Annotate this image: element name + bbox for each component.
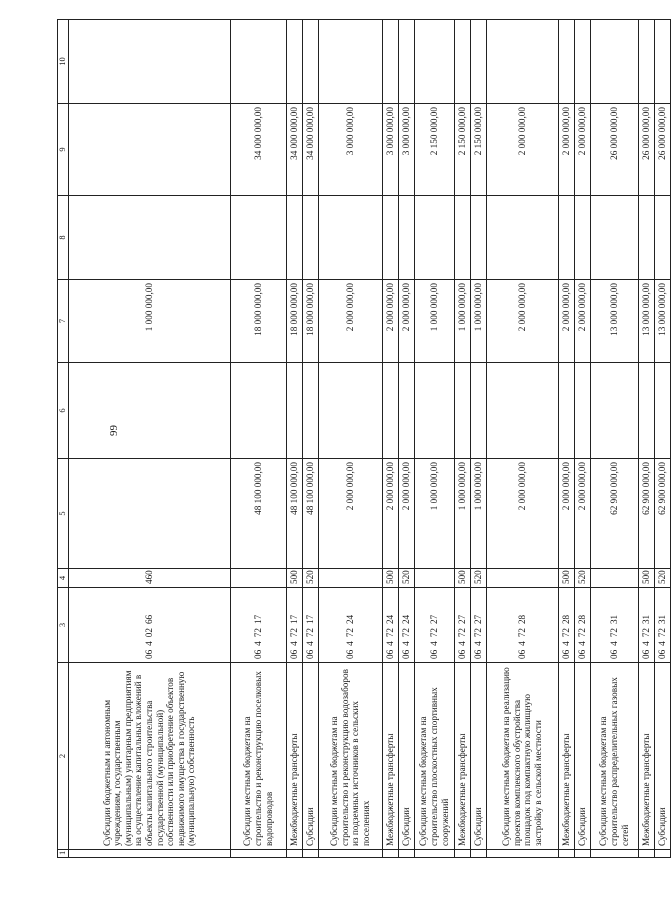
code-part: 72 [288, 628, 299, 638]
target-code-cell [558, 588, 574, 663]
amount-col9-cell: 2 000 000,00 [574, 104, 590, 196]
description-cell: Субсидии местным бюджетам на реализацию проектов комплексного обустройства площадок под компактную жилищную застройку в сельской местности [486, 663, 558, 850]
code-part: 4 [640, 641, 651, 646]
amount-col7-cell: 13 000 000,00 [638, 280, 654, 363]
table-row [414, 20, 454, 858]
code-part: 06 [516, 649, 527, 659]
rotated-table-container [57, 20, 667, 858]
amount-col9-cell: 26 000 000,00 [590, 104, 638, 196]
code-part: 06 [143, 649, 154, 659]
amount-col5-cell: 62 900 000,00 [638, 459, 654, 569]
amount-col6-cell [590, 363, 638, 459]
amount-col9-cell: 34 000 000,00 [302, 104, 318, 196]
amount-col10-cell [654, 20, 670, 104]
column-1-cell [558, 850, 574, 858]
code-part: 17 [288, 614, 299, 625]
amount-col8-cell [286, 196, 302, 280]
amount-col8-cell [302, 196, 318, 280]
code-part: 31 [608, 614, 619, 625]
amount-col10-cell [486, 20, 558, 104]
code-part: 06 [560, 649, 571, 659]
amount-col9-cell: 3 000 000,00 [398, 104, 414, 196]
code-part: 4 [384, 641, 395, 646]
target-code-cell [68, 588, 230, 663]
column-number: 1 [58, 850, 69, 858]
code-part: 4 [428, 641, 439, 646]
expense-type-cell: 460 [68, 569, 230, 588]
code-part: 4 [288, 641, 299, 646]
code-part: 4 [608, 641, 619, 646]
amount-col8-cell [382, 196, 398, 280]
amount-col6-cell [654, 363, 670, 459]
description-cell: Субсидии бюджетным и автономным учреждениям, государственным (муниципальным) унитарным предприятиям на осуществление капитальных вложений в объекты капитального строительства государственной (муниципальной) собственности или приобретение объектов недвижимого имущества в государственную (муниципальную) собственность [68, 663, 230, 850]
table-row [590, 20, 638, 858]
code-part: 28 [516, 614, 527, 625]
amount-col6-cell [574, 363, 590, 459]
target-code-cell [654, 588, 670, 663]
amount-col9-cell: 2 000 000,00 [558, 104, 574, 196]
target-code-cell [454, 588, 470, 663]
code-part: 06 [400, 649, 411, 659]
amount-col8-cell [318, 196, 382, 280]
amount-col7-cell: 2 000 000,00 [558, 280, 574, 363]
target-code-cell [318, 588, 382, 663]
amount-col6-cell [558, 363, 574, 459]
amount-col6-cell [470, 363, 486, 459]
column-1-cell [68, 850, 230, 858]
code-part: 4 [560, 641, 571, 646]
code-part: 31 [656, 614, 667, 625]
code-part: 72 [516, 628, 527, 638]
amount-col9-cell: 26 000 000,00 [654, 104, 670, 196]
amount-col6-cell [286, 363, 302, 459]
amount-col5-cell: 2 000 000,00 [398, 459, 414, 569]
amount-col9-cell: 34 000 000,00 [286, 104, 302, 196]
amount-col9-cell: 26 000 000,00 [638, 104, 654, 196]
code-part: 02 [143, 628, 154, 638]
expense-type-cell: 500 [454, 569, 470, 588]
amount-col6-cell [382, 363, 398, 459]
description-cell: Межбюджетные трансферты [638, 663, 654, 850]
column-1-cell [470, 850, 486, 858]
amount-col5-cell [68, 459, 230, 569]
amount-col10-cell [286, 20, 302, 104]
amount-col6-cell [414, 363, 454, 459]
expense-type-cell [486, 569, 558, 588]
code-part: 06 [456, 649, 467, 659]
column-1-cell [486, 850, 558, 858]
description-cell: Субсидии [302, 663, 318, 850]
code-part: 06 [472, 649, 483, 659]
code-part: 72 [640, 628, 651, 638]
amount-col5-cell: 2 000 000,00 [574, 459, 590, 569]
column-1-cell [230, 850, 286, 858]
amount-col9-cell: 34 000 000,00 [230, 104, 286, 196]
amount-col6-cell [398, 363, 414, 459]
amount-col6-cell [318, 363, 382, 459]
code-part: 72 [472, 628, 483, 638]
amount-col8-cell [398, 196, 414, 280]
amount-col5-cell: 48 100 000,00 [286, 459, 302, 569]
amount-col9-cell: 2 150 000,00 [454, 104, 470, 196]
code-part: 27 [428, 614, 439, 625]
amount-col10-cell [470, 20, 486, 104]
description-cell: Субсидии местным бюджетам на строительство и реконструкцию водозаборов из подземных источников в сельских поселениях [318, 663, 382, 850]
table-row [654, 20, 670, 858]
code-part: 06 [252, 649, 263, 659]
amount-col7-cell: 1 000 000,00 [414, 280, 454, 363]
target-code-cell [302, 588, 318, 663]
amount-col9-cell: 2 150 000,00 [414, 104, 454, 196]
description-cell: Субсидии [654, 663, 670, 850]
code-part: 4 [576, 641, 587, 646]
amount-col8-cell [638, 196, 654, 280]
amount-col8-cell [558, 196, 574, 280]
target-code-cell [398, 588, 414, 663]
code-part: 4 [656, 641, 667, 646]
code-part: 06 [428, 649, 439, 659]
amount-col5-cell: 2 000 000,00 [318, 459, 382, 569]
code-part: 72 [384, 628, 395, 638]
amount-col9-cell: 2 150 000,00 [470, 104, 486, 196]
code-part: 06 [656, 649, 667, 659]
code-part: 06 [608, 649, 619, 659]
table-row [486, 20, 558, 858]
code-part: 72 [400, 628, 411, 638]
target-code-cell [470, 588, 486, 663]
code-part: 72 [608, 628, 619, 638]
expense-type-cell: 500 [638, 569, 654, 588]
expense-type-cell: 520 [574, 569, 590, 588]
amount-col10-cell [398, 20, 414, 104]
table-row [398, 20, 414, 858]
table-row [638, 20, 654, 858]
column-1-cell [414, 850, 454, 858]
code-part: 72 [252, 628, 263, 638]
code-part: 4 [252, 641, 263, 646]
amount-col7-cell: 13 000 000,00 [654, 280, 670, 363]
amount-col10-cell [574, 20, 590, 104]
target-code-cell [638, 588, 654, 663]
table-row [318, 20, 382, 858]
code-part: 24 [400, 614, 411, 625]
table-row [454, 20, 470, 858]
code-part: 17 [304, 614, 315, 625]
code-part: 31 [640, 614, 651, 625]
amount-col5-cell: 2 000 000,00 [558, 459, 574, 569]
amount-col9-cell: 3 000 000,00 [318, 104, 382, 196]
amount-col5-cell: 48 100 000,00 [230, 459, 286, 569]
code-part: 06 [576, 649, 587, 659]
amount-col10-cell [558, 20, 574, 104]
code-part: 4 [143, 641, 154, 646]
amount-col5-cell: 1 000 000,00 [414, 459, 454, 569]
amount-col10-cell [68, 20, 230, 104]
amount-col7-cell: 2 000 000,00 [398, 280, 414, 363]
code-part: 27 [456, 614, 467, 625]
code-part: 27 [472, 614, 483, 625]
column-1-cell [302, 850, 318, 858]
expense-type-cell: 500 [286, 569, 302, 588]
amount-col8-cell [654, 196, 670, 280]
code-part: 28 [576, 614, 587, 625]
column-1-cell [382, 850, 398, 858]
column-1-cell [574, 850, 590, 858]
expense-type-cell: 520 [470, 569, 486, 588]
code-part: 17 [252, 614, 263, 625]
column-number: 7 [58, 280, 69, 363]
code-part: 4 [516, 641, 527, 646]
code-part: 28 [560, 614, 571, 625]
code-part: 06 [640, 649, 651, 659]
column-number: 5 [58, 459, 69, 569]
amount-col10-cell [638, 20, 654, 104]
column-1-cell [454, 850, 470, 858]
column-number: 2 [58, 663, 69, 850]
amount-col6-cell [302, 363, 318, 459]
code-part: 24 [384, 614, 395, 625]
code-part: 4 [456, 641, 467, 646]
code-part: 4 [344, 641, 355, 646]
amount-col8-cell [470, 196, 486, 280]
code-part: 72 [428, 628, 439, 638]
amount-col6-cell [638, 363, 654, 459]
column-1-cell [590, 850, 638, 858]
amount-col7-cell: 2 000 000,00 [382, 280, 398, 363]
description-cell: Субсидии местным бюджетам на строительство распределительных газовых сетей [590, 663, 638, 850]
expense-type-cell [590, 569, 638, 588]
amount-col5-cell: 2 000 000,00 [486, 459, 558, 569]
column-number: 10 [58, 20, 69, 104]
amount-col5-cell: 1 000 000,00 [470, 459, 486, 569]
column-number: 8 [58, 196, 69, 280]
code-part: 72 [576, 628, 587, 638]
amount-col9-cell: 2 000 000,00 [486, 104, 558, 196]
code-part: 06 [288, 649, 299, 659]
column-1-cell [398, 850, 414, 858]
amount-col10-cell [454, 20, 470, 104]
table-body [58, 20, 671, 858]
amount-col8-cell [486, 196, 558, 280]
code-part: 72 [344, 628, 355, 638]
description-cell: Субсидии [470, 663, 486, 850]
description-cell: Субсидии местным бюджетам на строительство и реконструкцию поселковых водопроводов [230, 663, 286, 850]
amount-col5-cell: 1 000 000,00 [454, 459, 470, 569]
target-code-cell [574, 588, 590, 663]
code-part: 4 [400, 641, 411, 646]
target-code-cell [286, 588, 302, 663]
amount-col7-cell: 1 000 000,00 [454, 280, 470, 363]
budget-table [57, 19, 671, 858]
amount-col7-cell: 13 000 000,00 [590, 280, 638, 363]
page-number: 99 [108, 425, 120, 436]
amount-col10-cell [230, 20, 286, 104]
column-1-cell [318, 850, 382, 858]
target-code-cell [590, 588, 638, 663]
description-cell: Субсидии [398, 663, 414, 850]
amount-col8-cell [230, 196, 286, 280]
code-part: 06 [384, 649, 395, 659]
code-part: 4 [304, 641, 315, 646]
amount-col7-cell: 1 000 000,00 [68, 280, 230, 363]
description-cell: Межбюджетные трансферты [382, 663, 398, 850]
column-1-cell [654, 850, 670, 858]
expense-type-cell: 520 [654, 569, 670, 588]
amount-col10-cell [302, 20, 318, 104]
code-part: 24 [344, 614, 355, 625]
table-row [230, 20, 286, 858]
amount-col6-cell [486, 363, 558, 459]
expense-type-cell [230, 569, 286, 588]
column-number: 3 [58, 588, 69, 663]
column-number: 6 [58, 363, 69, 459]
amount-col10-cell [318, 20, 382, 104]
amount-col10-cell [414, 20, 454, 104]
target-code-cell [486, 588, 558, 663]
amount-col7-cell: 1 000 000,00 [470, 280, 486, 363]
table-row [470, 20, 486, 858]
amount-col6-cell [454, 363, 470, 459]
amount-col7-cell: 2 000 000,00 [318, 280, 382, 363]
amount-col9-cell [68, 104, 230, 196]
column-number-row [58, 20, 69, 858]
expense-type-cell: 520 [302, 569, 318, 588]
amount-col7-cell: 2 000 000,00 [486, 280, 558, 363]
table-row [382, 20, 398, 858]
target-code-cell [414, 588, 454, 663]
amount-col10-cell [590, 20, 638, 104]
expense-type-cell [318, 569, 382, 588]
amount-col7-cell: 18 000 000,00 [302, 280, 318, 363]
table-row [68, 20, 230, 858]
amount-col8-cell [454, 196, 470, 280]
code-part: 72 [456, 628, 467, 638]
amount-col8-cell [68, 196, 230, 280]
table-row [302, 20, 318, 858]
amount-col9-cell: 3 000 000,00 [382, 104, 398, 196]
target-code-cell [382, 588, 398, 663]
code-part: 4 [472, 641, 483, 646]
code-part: 72 [304, 628, 315, 638]
amount-col7-cell: 2 000 000,00 [574, 280, 590, 363]
amount-col10-cell [382, 20, 398, 104]
column-number: 4 [58, 569, 69, 588]
expense-type-cell: 500 [382, 569, 398, 588]
amount-col5-cell: 2 000 000,00 [382, 459, 398, 569]
amount-col6-cell [68, 363, 230, 459]
column-1-cell [638, 850, 654, 858]
amount-col7-cell: 18 000 000,00 [230, 280, 286, 363]
column-number: 9 [58, 104, 69, 196]
description-cell: Субсидии местным бюджетам на строительство плоскостных спортивных сооружений [414, 663, 454, 850]
expense-type-cell [414, 569, 454, 588]
expense-type-cell: 520 [398, 569, 414, 588]
amount-col7-cell: 18 000 000,00 [286, 280, 302, 363]
code-part: 72 [560, 628, 571, 638]
expense-type-cell: 500 [558, 569, 574, 588]
amount-col5-cell: 62 900 000,00 [654, 459, 670, 569]
table-row [286, 20, 302, 858]
target-code-cell [230, 588, 286, 663]
amount-col5-cell: 48 100 000,00 [302, 459, 318, 569]
description-cell: Межбюджетные трансферты [454, 663, 470, 850]
column-1-cell [286, 850, 302, 858]
amount-col6-cell [230, 363, 286, 459]
code-part: 72 [656, 628, 667, 638]
table-row [574, 20, 590, 858]
code-part: 06 [304, 649, 315, 659]
code-part: 06 [344, 649, 355, 659]
amount-col5-cell: 62 900 000,00 [590, 459, 638, 569]
amount-col8-cell [590, 196, 638, 280]
description-cell: Межбюджетные трансферты [558, 663, 574, 850]
description-cell: Субсидии [574, 663, 590, 850]
amount-col8-cell [414, 196, 454, 280]
code-part: 66 [143, 614, 154, 625]
description-cell: Межбюджетные трансферты [286, 663, 302, 850]
table-row [558, 20, 574, 858]
amount-col8-cell [574, 196, 590, 280]
